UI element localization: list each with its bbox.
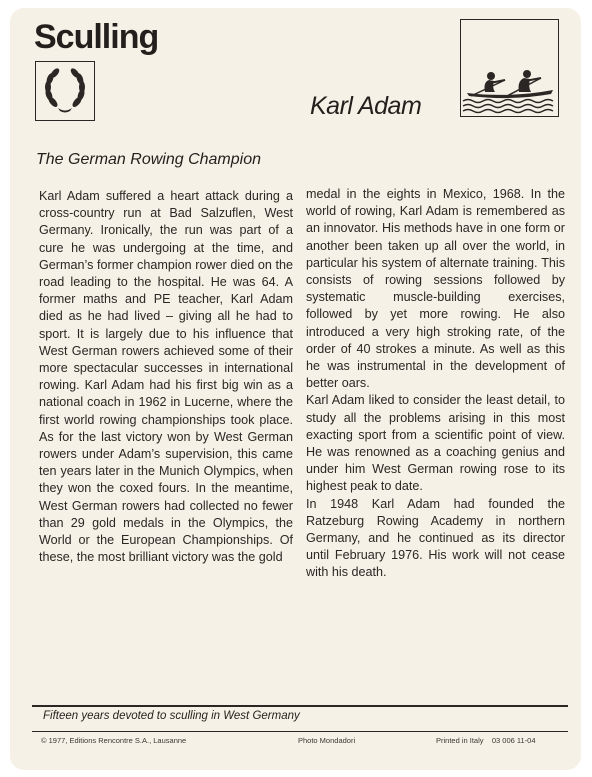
footer-caption: Fifteen years devoted to sculling in West Germany [43,710,300,722]
paragraph: In 1948 Karl Adam had founded the Ratzeburg Rowing Academy in northern Germany, and he continued as its director until February 1976. His work will not cease with his death. [306,496,565,580]
photo-credit: Photo Mondadori [298,736,356,745]
laurel-wreath-icon [35,61,95,121]
footer-divider [32,705,568,707]
paragraph: Karl Adam liked to consider the least detail, to study all the problems arising in this most exacting sport from a scientific point of view. He was renowned as a coaching genius and under him West German rowing rose to its highest peak to date. [306,393,565,494]
paragraph: medal in the eights in Mexico, 1968. In the world of rowing, Karl Adam is remembered as an innovator. His methods have in one form or another been taken up all over the world, in particular his system of alternate training. This consists of rowing sessions followed by systematic muscle-building exercises, followed by yet more rowing. He also introduced a very high stroking rate, of the order of 40 strokes a minute. As well as this he was instrumental in the development of better oars. [306,187,565,391]
paragraph: Karl Adam suffered a heart attack during a cross-country run at Bad Salzuflen, West Germany. Ironically, the run was part of a cure he was undergoing at the time, and German’s former champion rower died on the road leading to the hospital. He was 64. A former maths and PE teacher, Karl Adam died as he had lived – giving all he had to sport. It is largely due to his influence that West German rowers achieved some of their more spectacular successes in international rowing. Karl Adam had his first big win as a national coach in 1962 in Lucerne, where the first world rowing championships took place. As for the last victory won by West German rowers under Adam’s supervision, this came ten years later in the Munich Olympics, when they won the coxed fours. In the meantime, West German rowers had collected no fewer than 29 gold medals in the Olympics, the World or the European Championships. Of these, the most brilliant victory was the gold [39,189,293,565]
text-column-right [306,186,565,582]
copyright-text: © 1977, Editions Rencontre S.A., Lausanne [41,736,187,745]
sport-card [10,8,581,770]
print-info: Printed in Italy 03 006 11-04 [436,736,536,745]
person-name: Karl Adam [310,92,422,120]
text-column-left [39,188,293,566]
rowers-icon [460,19,559,117]
footer-divider [32,731,568,732]
sport-title: Sculling [34,18,159,56]
card-subtitle: The German Rowing Champion [36,151,261,168]
